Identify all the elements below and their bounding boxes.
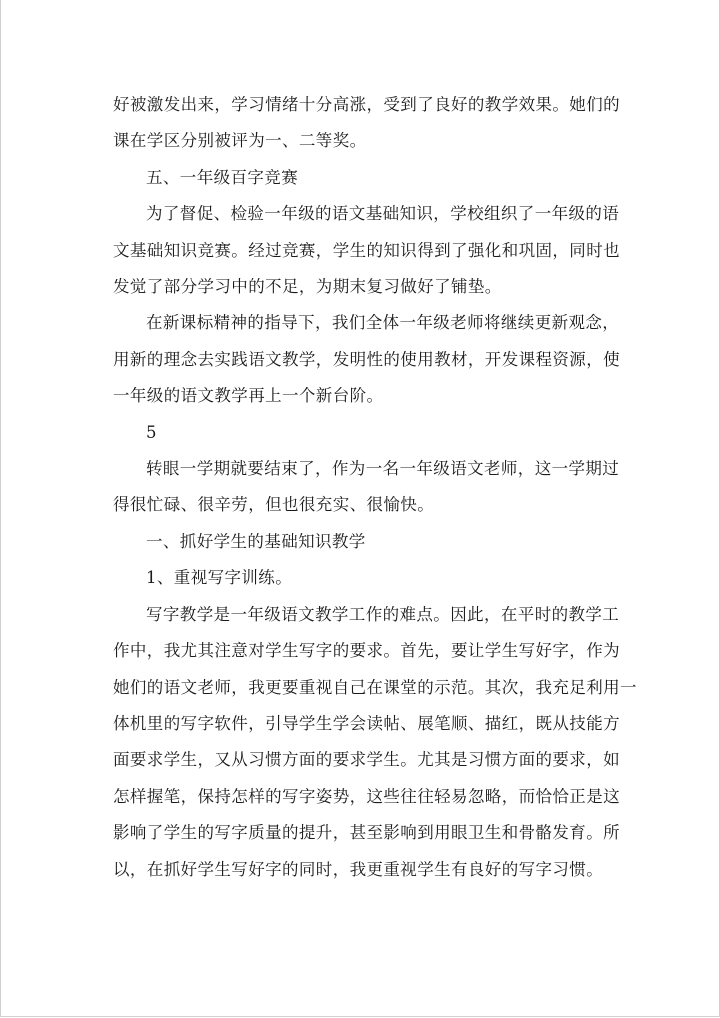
- subsection-heading: 1、重视写字训练。: [146, 568, 293, 588]
- text-line: 体机里的写字软件，引导学生学会读帖、展笔顺、描红，既从技能方: [113, 713, 620, 733]
- text-line: 课在学区分别被评为一、二等奖。: [113, 131, 367, 151]
- section-number: 5: [146, 422, 157, 442]
- text-line: 为了督促、检验一年级的语文基础知识，学校组织了一年级的语: [146, 204, 620, 224]
- text-line: 好被激发出来，学习情绪十分高涨，受到了良好的教学效果。她们的: [113, 95, 620, 114]
- document-body: [113, 87, 637, 888]
- text-line: 影响了学生的写字质量的提升，甚至影响到用眼卫生和骨骼发育。所: [113, 823, 620, 843]
- text-line: 得很忙碌、很辛劳，但也很充实、很愉快。: [113, 495, 435, 515]
- text-line: 作中，我尤其注意对学生写字的要求。首先，要让学生写好字，作为: [113, 641, 620, 661]
- text-line: 文基础知识竞赛。经过竞赛，学生的知识得到了强化和巩固，同时也: [113, 240, 620, 260]
- text-line: 转眼一学期就要结束了，作为一名一年级语文老师，这一学期过: [146, 459, 620, 479]
- text-line: 写字教学是一年级语文教学工作的难点。因此，在平时的教学工: [146, 604, 620, 624]
- section-heading: 一、抓好学生的基础知识教学: [146, 531, 366, 551]
- text-line: 一年级的语文教学再上一个新台阶。: [113, 386, 384, 406]
- text-line: 面要求学生，又从习惯方面的要求学生。尤其是习惯方面的要求，如: [113, 750, 620, 770]
- text-line: 用新的理念去实践语文教学，发明性的使用教材，开发课程资源，使: [113, 349, 620, 369]
- text-line: 她们的语文老师，我更要重视自己在课堂的示范。其次，我充足利用一: [113, 677, 637, 697]
- text-line: 在新课标精神的指导下，我们全体一年级老师将继续更新观念，: [146, 313, 620, 333]
- text-line: 怎样握笔，保持怎样的写字姿势，这些往往轻易忽略，而恰恰正是这: [113, 786, 620, 806]
- section-heading: 五、一年级百字竞赛: [146, 167, 299, 187]
- text-line: 以，在抓好学生写好字的同时，我更重视学生有良好的写字习惯。: [113, 859, 604, 879]
- text-line: 发觉了部分学习中的不足，为期末复习做好了铺垫。: [113, 277, 502, 297]
